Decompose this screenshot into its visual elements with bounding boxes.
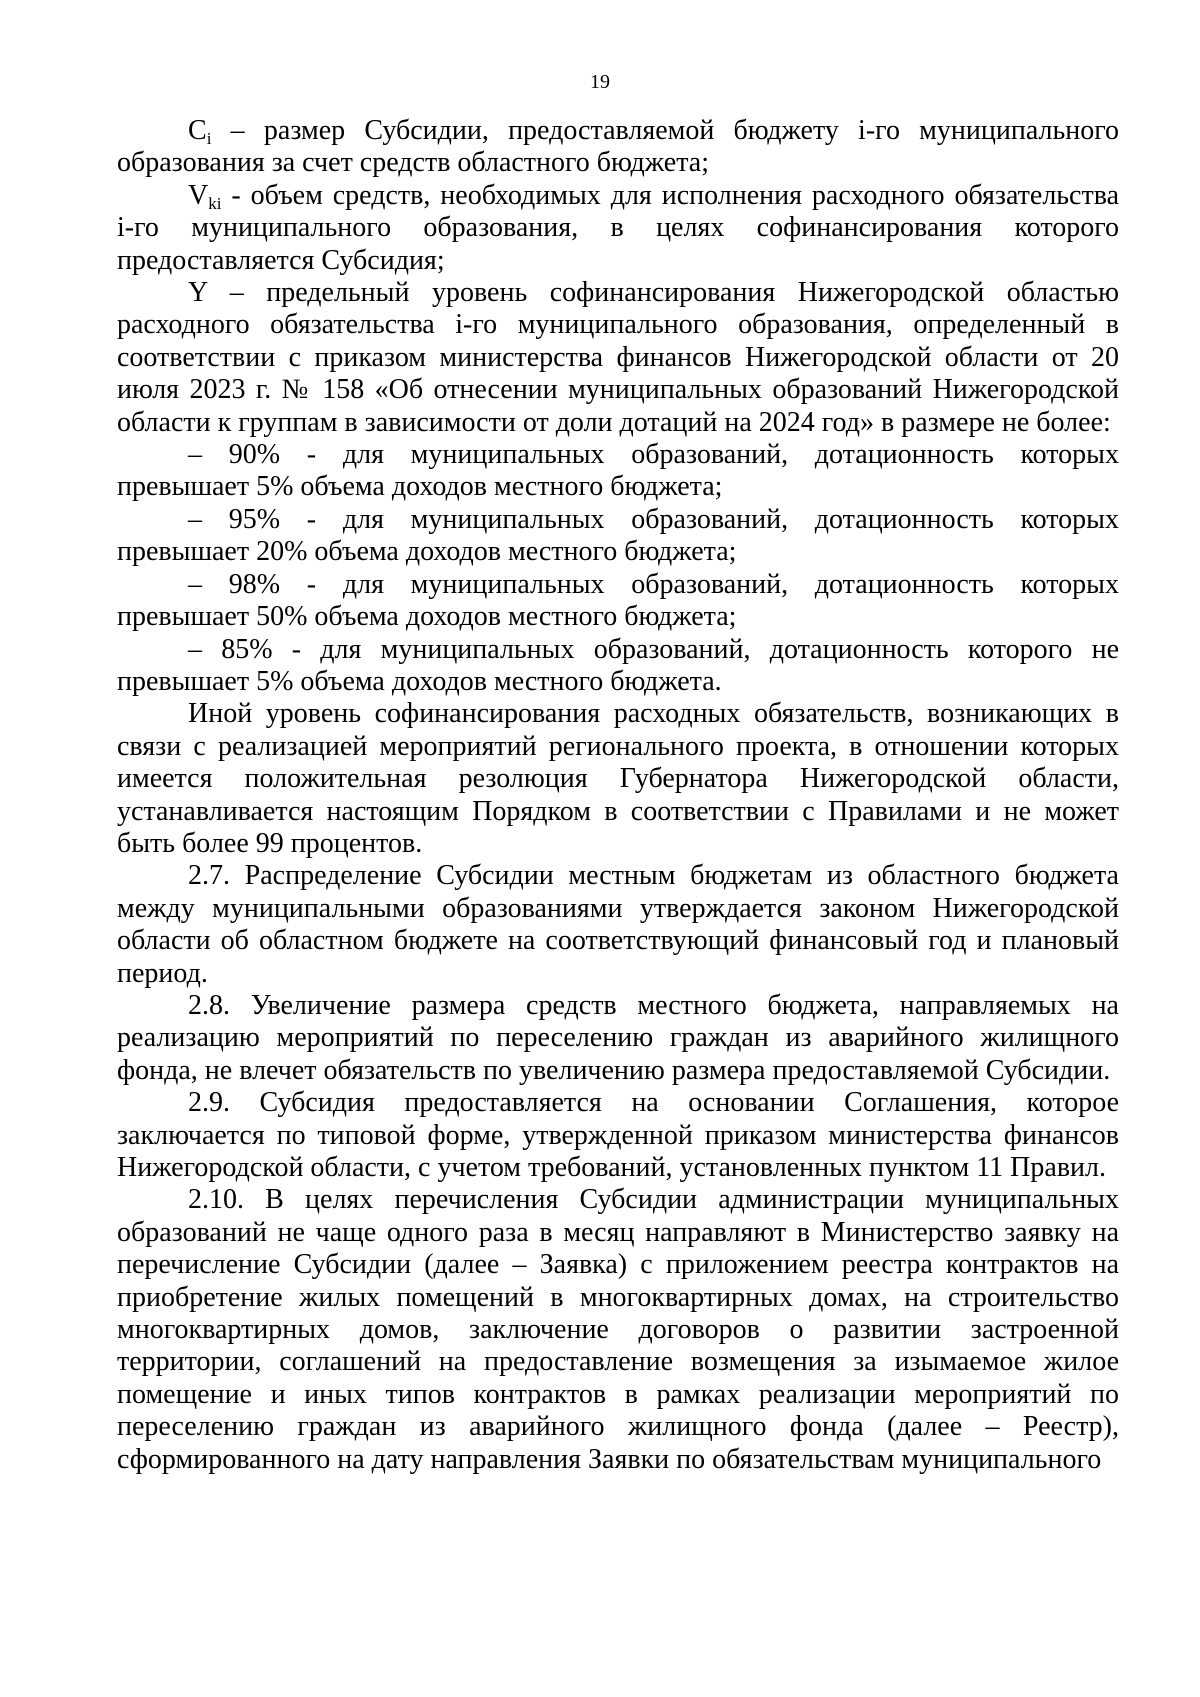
definition-subscript: ki xyxy=(208,193,222,213)
definition-symbol: Y xyxy=(188,277,208,309)
paragraph-2-9: 2.9. Субсидия предоставляется на основании Соглашения, которое заключается по типовой форме, утвержденной приказом министерства финансов Нижегородской области, с учетом требований, установленных пунктом 11 Правил. xyxy=(117,1087,1119,1183)
definition-symbol: C xyxy=(188,115,207,146)
level-item: – 98% - для муниципальных образований, дотационность которых превышает 50% объема доходов местного бюджета; xyxy=(117,568,1119,633)
definition-ci xyxy=(117,115,1119,180)
definition-text: – размер Субсидии, предоставляемой бюджету i-го муниципального образования за счет средств областного бюджета; xyxy=(117,115,1119,179)
paragraph-2-7: 2.7. Распределение Субсидии местным бюджетам из областного бюджета между муниципальными образованиями утверждается законом Нижегородской области об областном бюджете на соответствующий финансовый год и плановый период. xyxy=(117,860,1119,989)
level-item: – 85% - для муниципальных образований, дотационность которого не превышает 5% объема доходов местного бюджета. xyxy=(117,633,1119,697)
paragraph-2-8: 2.8. Увеличение размера средств местного бюджета, направляемых на реализацию мероприятий по переселению граждан из аварийного жилищного фонда, не влечет обязательств по увеличению размера предоставляемой Субсидии. xyxy=(117,989,1119,1086)
definition-text: - объем средств, необходимых для исполнения расходного обязательства i-го муниципального образования, в целях софинансирования которого предоставляется Субсидия; xyxy=(117,179,1119,276)
definition-subscript: i xyxy=(206,129,212,148)
document-body xyxy=(117,115,1119,1476)
definition-text: – предельный уровень софинансирования Нижегородской областью расходного обязательства i-го муниципального образования, определенный в соответствии с приказом министерства финансов Нижегородской области от 20 июля 2023 г. № 158 «Об отнесении муниципальных образований Нижегородской области к группам в зависимости от доли дотаций на 2024 год» в размере не более: xyxy=(117,277,1119,438)
definition-symbol: V xyxy=(188,179,209,211)
page-number: 19 xyxy=(590,71,610,93)
definition-y xyxy=(117,277,1119,439)
paragraph-cofinancing-level: Иной уровень софинансирования расходных обязательств, возникающих в связи с реализацией мероприятий регионального проекта, в отношении которых имеется положительная резолюция Губернатора Нижегородской области, устанавливается настоящим Порядком в соответствии с Правилами и не может быть более 99 процентов. xyxy=(117,698,1119,859)
level-item: – 90% - для муниципальных образований, дотационность которых превышает 5% объема доходов местного бюджета; xyxy=(117,439,1119,503)
level-item: – 95% - для муниципальных образований, дотационность которых превышает 20% объема доходов местного бюджета; xyxy=(117,503,1119,568)
paragraph-2-10: 2.10. В целях перечисления Субсидии администрации муниципальных образований не чаще одного раза в месяц направляют в Министерство заявку на перечисление Субсидии (далее – Заявка) с приложением реестра контрактов на приобретение жилых помещений в многоквартирных домах, на строительство многоквартирных домов, заключение договоров о развитии застроенной территории, соглашений на предоставление возмещения за изымаемое жилое помещение и иных типов контрактов в рамках реализации мероприятий по переселению граждан из аварийного жилищного фонда (далее – Реестр), сформированного на дату направления Заявки по обязательствам муниципального xyxy=(117,1184,1119,1475)
definition-vki xyxy=(117,180,1119,277)
